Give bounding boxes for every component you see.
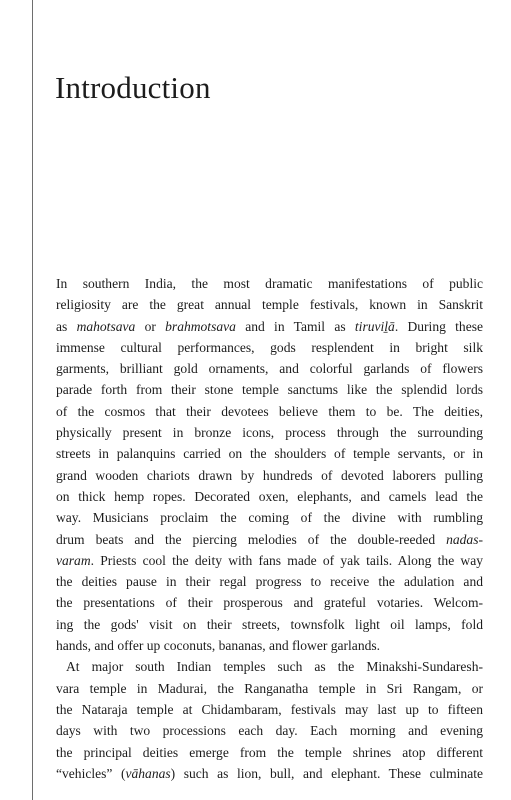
text-line: the Nataraja temple at Chidambaram, festivals may last up to fifteen <box>56 701 483 717</box>
text-line: streets in palanquins carried on the shoulders of temple servants, or in <box>56 446 483 462</box>
text-line: vara temple in Madurai, the Ranganatha temple in Sri Rangam, or <box>56 680 483 696</box>
paragraph-1 <box>56 273 483 656</box>
body-text <box>56 273 483 784</box>
text-line: religiosity are the great annual temple festivals, known in Sanskrit <box>56 297 483 313</box>
page-gutter-edge <box>32 0 33 800</box>
text-line: on thick hemp ropes. Decorated oxen, elephants, and camels lead the <box>56 488 483 504</box>
text-line: physically present in bronze icons, process through the surrounding <box>56 425 483 441</box>
text-line: ing the gods' visit on their streets, townsfolk light oil lamps, fold <box>56 616 483 632</box>
text-line: “vehicles” (vāhanas) such as lion, bull, and elephant. These culminate <box>56 765 483 781</box>
text-line: the presentations of their prosperous and grateful votaries. Welcom- <box>56 595 483 611</box>
text-line: At major south Indian temples such as the Minakshi-Sundaresh- <box>66 659 483 675</box>
text-line: as mahotsava or brahmotsava and in Tamil as tiruviḻā. During these <box>56 318 483 334</box>
text-line: grand wooden chariots drawn by hundreds of devoted laborers pulling <box>56 467 483 483</box>
text-line: days with two processions each day. Each morning and evening <box>56 723 483 739</box>
text-line: the deities pause in their regal progress to receive the adulation and <box>56 574 483 590</box>
text-line: garments, brilliant gold ornaments, and colorful garlands of flowers <box>56 361 483 377</box>
text-line: varam. Priests cool the deity with fans made of yak tails. Along the way <box>56 552 483 568</box>
text-line: In southern India, the most dramatic manifestations of public <box>56 276 483 291</box>
paragraph-2 <box>56 656 483 784</box>
chapter-title: Introduction <box>55 70 211 105</box>
text-line: hands, and offer up coconuts, bananas, and flower garlands. <box>56 638 381 654</box>
text-line: drum beats and the piercing melodies of the double-reeded nadas- <box>56 531 483 547</box>
text-line: immense cultural performances, gods resplendent in bright silk <box>56 339 483 355</box>
text-line: of the cosmos that their devotees believe them to be. The deities, <box>56 403 483 419</box>
text-line: the principal deities emerge from the temple shrines atop different <box>56 744 483 760</box>
text-line: parade forth from their stone temple sanctums like the splendid lords <box>56 382 483 398</box>
text-line: way. Musicians proclaim the coming of the divine with rumbling <box>56 510 483 526</box>
